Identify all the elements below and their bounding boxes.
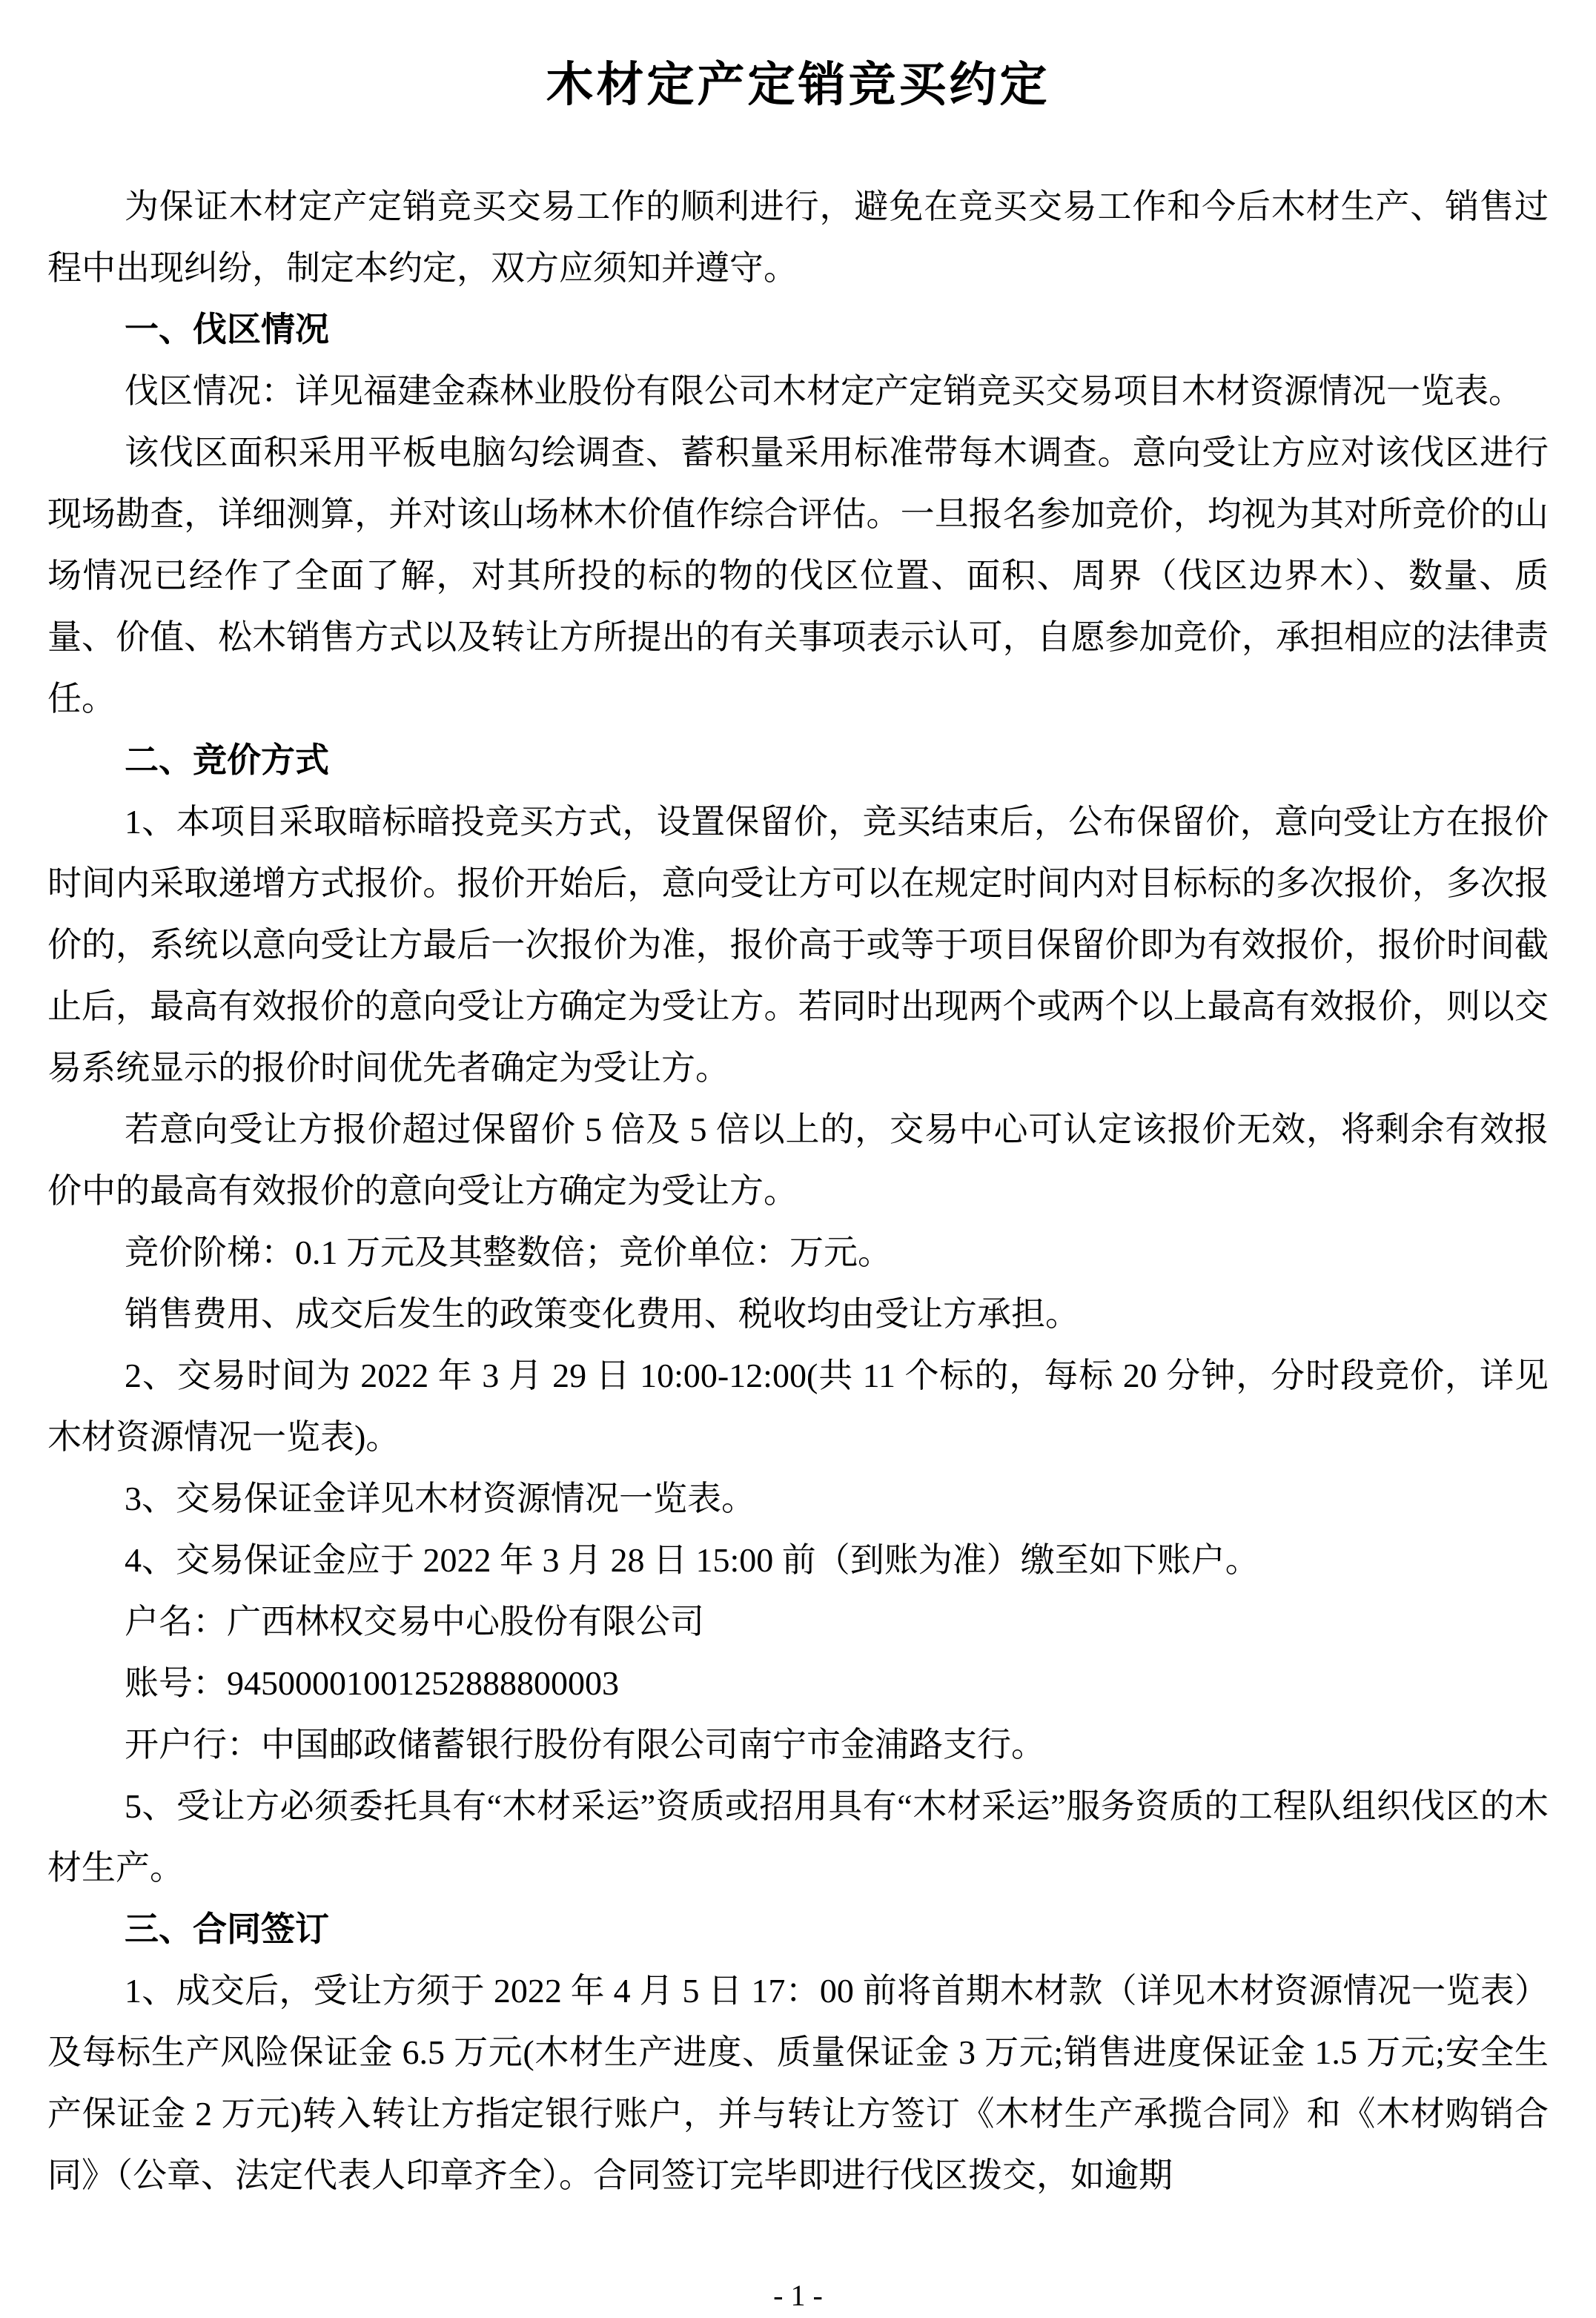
paragraph-fees: 销售费用、成交后发生的政策变化费用、税收均由受让方承担。 (125, 1295, 1079, 1333)
paragraph-contract-signing: 1、成交后，受让方须于 2022 年 4 月 5 日 17：00 前将首期木材款（详见木材资源情况一览表）及每标生产风险保证金 6.5 万元(木材生产进度、质量保证金 3 万元;销售进度保证金 1.5 万元;安全生产保证金 2 万元)转入转让方指定银行账户，并与转让方签订《木材生产承揽合同》和《木材购销合同》（公章、法定代表人印章齐全）。合同签订完毕即进行伐区拨交，如逾期 (47, 1972, 1549, 2194)
paragraph-deposit-deadline: 4、交易保证金应于 2022 年 3 月 28 日 15:00 前（到账为准）缴至如下账户。 (125, 1541, 1259, 1579)
paragraph-cutting-area: 伐区情况：详见福建金森林业股份有限公司木材定产定销竞买交易项目木材资源情况一览表。 (125, 372, 1523, 410)
paragraph-trade-time: 2、交易时间为 2022 年 3 月 29 日 10:00-12:00(共 11 个标的，每标 20 分钟，分时段竞价，详见木材资源情况一览表)。 (47, 1357, 1549, 1456)
paragraph-invalid-bid: 若意向受让方报价超过保留价 5 倍及 5 倍以上的，交易中心可认定该报价无效，将剩余有效报价中的最高有效报价的意向受让方确定为受让方。 (47, 1110, 1549, 1210)
field-account-name: 户名：广西林权交易中心股份有限公司 (125, 1603, 704, 1640)
paragraph-intro: 为保证木材定产定销竞买交易工作的顺利进行，避免在竞买交易工作和今后木材生产、销售过程中出现纠纷，制定本约定，双方应须知并遵守。 (47, 188, 1549, 287)
paragraph-bidding-method: 1、本项目采取暗标暗投竞买方式，设置保留价，竞买结束后，公布保留价，意向受让方在报价时间内采取递增方式报价。报价开始后，意向受让方可以在规定时间内对目标标的多次报价，多次报价的，系统以意向受让方最后一次报价为准，报价高于或等于项目保留价即为有效报价，报价时间截止后，最高有效报价的意向受让方确定为受让方。若同时出现两个或两个以上最高有效报价，则以交易系统显示的报价时间优先者确定为受让方。 (47, 803, 1549, 1087)
document-body (47, 176, 1549, 2206)
page-number: - 1 - (773, 2279, 823, 2312)
paragraph-deposit-ref: 3、交易保证金详见木材资源情况一览表。 (125, 1480, 755, 1517)
paragraph-qualification: 5、受让方必须委托具有“木材采运”资质或招用具有“木材采运”服务资质的工程队组织伐区的木材生产。 (47, 1787, 1549, 1887)
paragraph-survey: 该伐区面积采用平板电脑勾绘调查、蓄积量采用标准带每木调查。意向受让方应对该伐区进行现场勘查，详细测算，并对该山场林木价值作综合评估。一旦报名参加竞价，均视为其对所竞价的山场情况已经作了全面了解，对其所投的标的物的伐区位置、面积、周界（伐区边界木）、数量、质量、价值、松木销售方式以及转让方所提出的有关事项表示认可，自愿参加竞价，承担相应的法律责任。 (47, 434, 1549, 718)
field-account-number: 账号：94500001001252888800003 (125, 1664, 619, 1702)
document-title: 木材定产定销竞买约定 (546, 59, 1050, 111)
section-heading-1: 一、伐区情况 (125, 310, 329, 348)
paragraph-bid-increment: 竞价阶梯：0.1 万元及其整数倍；竞价单位：万元。 (125, 1233, 892, 1271)
section-heading-2: 二、竞价方式 (125, 741, 329, 779)
field-bank-name: 开户行：中国邮政储蓄银行股份有限公司南宁市金浦路支行。 (125, 1726, 1045, 1764)
section-heading-3: 三、合同签订 (125, 1910, 329, 1948)
